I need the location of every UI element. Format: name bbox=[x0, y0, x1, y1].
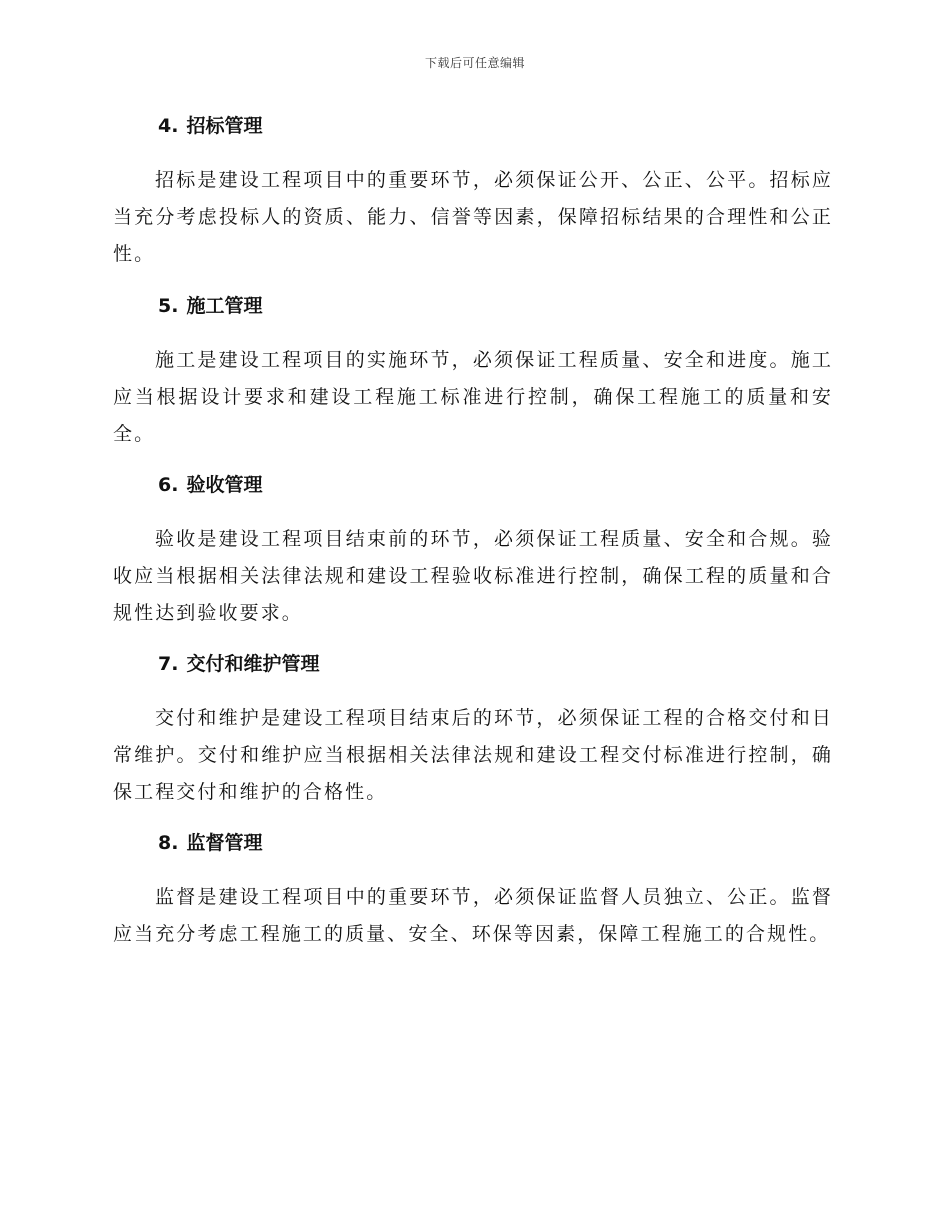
section-heading bbox=[158, 108, 833, 144]
section-paragraph: 验收是建设工程项目结束前的环节，必须保证工程质量、安全和合规。验收应当根据相关法律法规和建设工程验收标准进行控制，确保工程的质量和合规性达到验收要求。 bbox=[113, 528, 833, 624]
section-supervision-management bbox=[113, 825, 833, 953]
section-number: 6. bbox=[158, 474, 179, 496]
section-number: 8. bbox=[158, 832, 179, 854]
section-title: 施工管理 bbox=[186, 295, 263, 317]
section-title: 监督管理 bbox=[186, 832, 263, 854]
section-delivery-maintenance-management bbox=[113, 646, 833, 811]
section-paragraph: 施工是建设工程项目的实施环节，必须保证工程质量、安全和进度。施工应当根据设计要求和建设工程施工标准进行控制，确保工程施工的质量和安全。 bbox=[113, 349, 833, 445]
section-paragraph: 交付和维护是建设工程项目结束后的环节，必须保证工程的合格交付和日常维护。交付和维护应当根据相关法律法规和建设工程交付标准进行控制，确保工程交付和维护的合格性。 bbox=[113, 707, 833, 803]
section-heading bbox=[158, 467, 833, 503]
section-title: 验收管理 bbox=[186, 474, 263, 496]
section-heading bbox=[158, 288, 833, 324]
section-paragraph: 监督是建设工程项目中的重要环节，必须保证监督人员独立、公正。监督应当充分考虑工程施工的质量、安全、环保等因素，保障工程施工的合规性。 bbox=[113, 886, 833, 945]
section-paragraph: 招标是建设工程项目中的重要环节，必须保证公开、公正、公平。招标应当充分考虑投标人的资质、能力、信誉等因素，保障招标结果的合理性和公正性。 bbox=[113, 169, 833, 265]
section-number: 4. bbox=[158, 115, 179, 137]
section-construction-management bbox=[113, 288, 833, 453]
page-header: 下载后可任意编辑 bbox=[424, 56, 525, 70]
section-heading bbox=[158, 825, 833, 861]
section-title: 招标管理 bbox=[186, 115, 263, 137]
section-acceptance-management bbox=[113, 467, 833, 632]
section-title: 交付和维护管理 bbox=[186, 653, 320, 675]
section-heading bbox=[158, 646, 833, 682]
section-number: 5. bbox=[158, 295, 179, 317]
section-bidding-management bbox=[113, 108, 833, 273]
section-number: 7. bbox=[158, 653, 179, 675]
